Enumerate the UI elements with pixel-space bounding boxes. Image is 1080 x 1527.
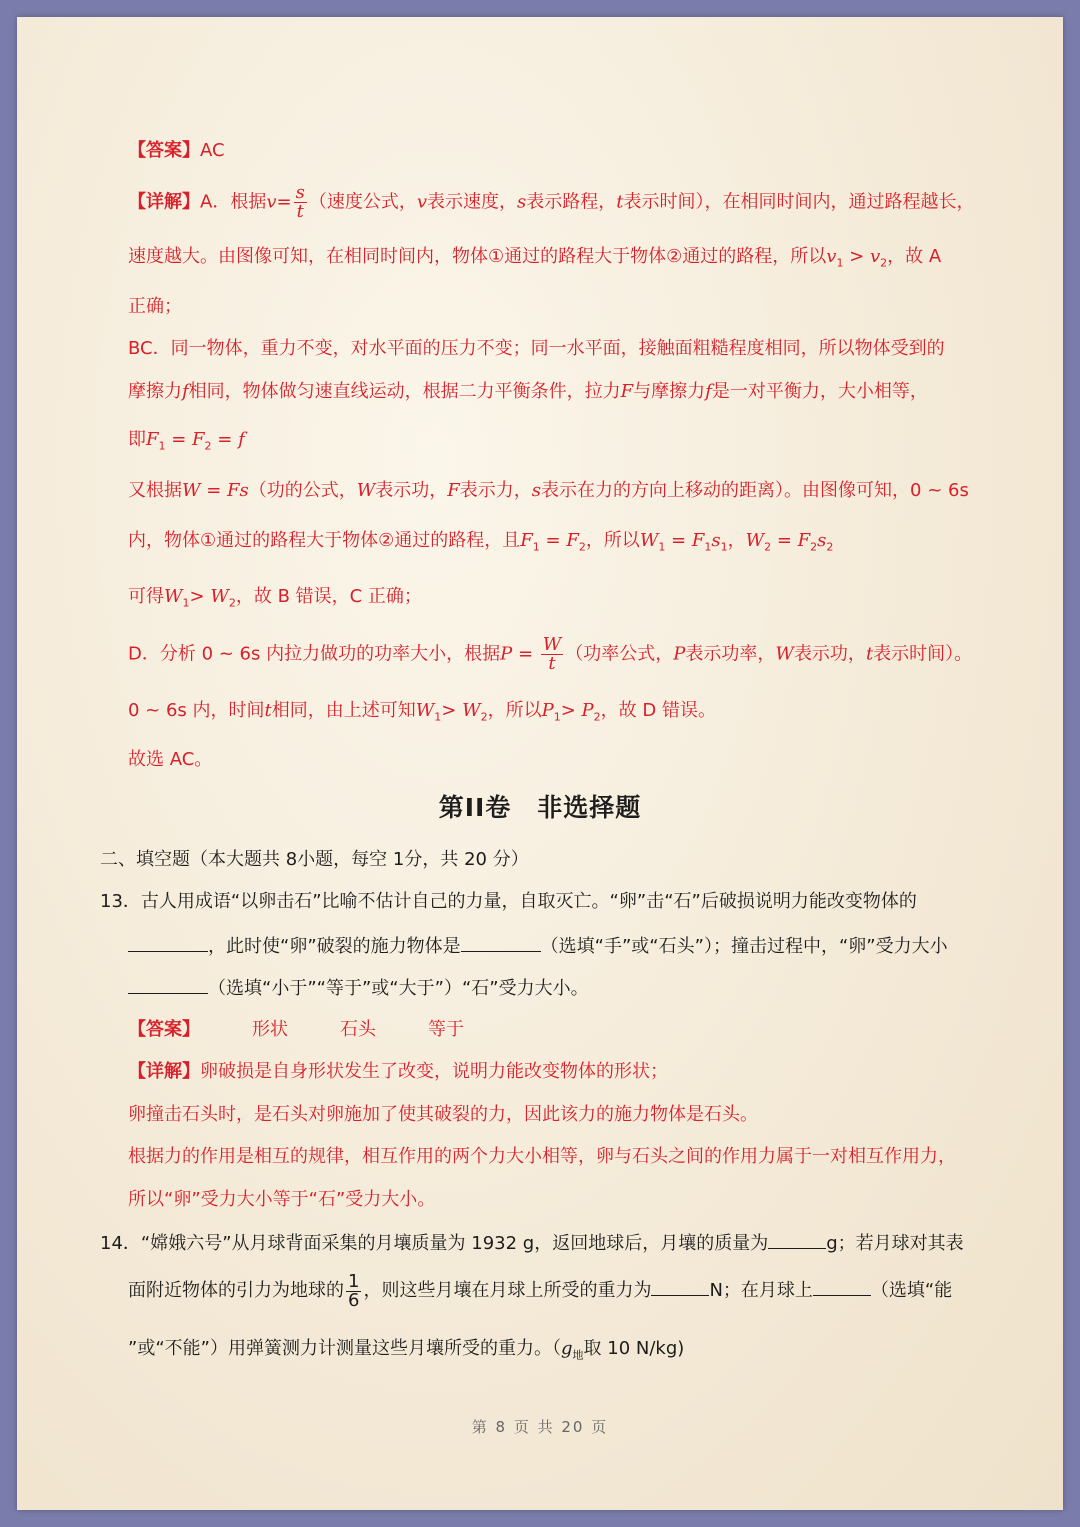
one-sixth-fraction: $\frac{1}{6}$ <box>348 1270 360 1311</box>
answer-value: AC <box>200 140 225 161</box>
q13-answer-1: 形状 <box>252 1019 288 1040</box>
q13-detail-2: 卵撞击石头时，是石头对卵施加了使其破裂的力，因此该力的施力物体是石头。 <box>128 1104 758 1125</box>
detail-line-10: D．分析 0 ~ 6s 内拉力做功的功率大小，根据P = $\frac{W}{t}$ （功率公式，P表示功率，W表示功，t表示时间）。 <box>128 634 973 674</box>
detail-tag: 【详解】 <box>128 191 200 213</box>
detail-tag: 【详解】 <box>128 1061 200 1082</box>
q13-detail-3: 根据力的作用是相互的规律，相互作用的两个力大小相等，卵与石头之间的作用力属于一对相互作用力， <box>128 1146 956 1167</box>
q13-detail-4: 所以“卵”受力大小等于“石”受力大小。 <box>128 1189 436 1210</box>
detail-line-9: 可得$W_1> W_2$，故 B 错误，C 正确； <box>128 586 422 610</box>
q13-line-3: （选填“小于”“等于”或“大于”）“石”受力大小。 <box>128 975 589 1001</box>
detail-line-1: 【详解】A．根据v= $\frac{s}{t}$ （速度公式，v表示速度，s表示路程，t表示时间），在相同时间内，通过路程越长， <box>128 182 975 222</box>
q14-line-3: ”或“不能”）用弹簧测力计测量这些月壤所受的重力。（$g_地$取 10 N/kg) <box>128 1338 685 1362</box>
q14-blank-1[interactable] <box>768 1230 826 1249</box>
answer-tag: 【答案】 <box>128 140 200 161</box>
answer-tag: 【答案】 <box>128 1019 200 1040</box>
detail-line-7: 又根据W = Fs（功的公式，W表示功，F表示力，s表示在力的方向上移动的距离）。由图像可知，0 ~ 6s <box>128 480 969 501</box>
page-footer: 第 8 页 共 20 页 <box>471 1418 609 1436</box>
section-heading: 第II卷 非选择题 <box>438 793 642 822</box>
section2-title: 二、填空题（本大题共 8小题，每空 1分，共 20 分） <box>100 849 529 870</box>
power-fraction: $\frac{W}{t}$ <box>542 634 562 674</box>
q13-answer-2: 石头 <box>340 1019 376 1040</box>
velocity-fraction: $\frac{s}{t}$ <box>295 182 305 222</box>
q14-blank-2[interactable] <box>651 1277 709 1296</box>
q13-blank-1[interactable] <box>128 933 208 952</box>
detail-line-5: 摩擦力f相同，物体做匀速直线运动，根据二力平衡条件，拉力F与摩擦力f是一对平衡力，大小相等， <box>128 381 928 402</box>
q14-line-2: 面附近物体的引力为地球的 $\frac{1}{6}$ ，则这些月壤在月球上所受的重力为 N；在月球上 （选填“能 <box>128 1270 953 1311</box>
q14-blank-3[interactable] <box>813 1277 871 1296</box>
detail-line-12: 故选 AC。 <box>128 749 213 770</box>
detail-line-8: 内，物体①通过的路程大于物体②通过的路程，且$F_1 = F_2$，所以$W_1 = F_1s_1$，$W_2 = F_2s_2$ <box>128 530 834 554</box>
q14-line-1: 14．“嫦娥六号”从月球背面采集的月壤质量为 1932 g，返回地球后，月壤的质量为 g；若月球对其表 <box>100 1230 964 1256</box>
detail-line-6: 即$F_1 = F_2 = f$ <box>128 429 245 453</box>
detail-line-2: 速度越大。由图像可知，在相同时间内，物体①通过的路程大于物体②通过的路程，所以$v_1 > v_2$，故 A <box>128 246 942 270</box>
detail-line-4: BC．同一物体，重力不变，对水平面的压力不变；同一水平面，接触面粗糙程度相同，所以物体受到的 <box>128 338 945 359</box>
detail-line-11: 0 ~ 6s 内，时间t相同，由上述可知$W_1> W_2$，所以$P_1> P_2$，故 D 错误。 <box>128 700 716 724</box>
answer-line <box>128 139 225 163</box>
q13-detail-1: 【详解】卵破损是自身形状发生了改变，说明力能改变物体的形状； <box>128 1061 668 1082</box>
q13-blank-2[interactable] <box>461 933 541 952</box>
q13-blank-3[interactable] <box>128 975 208 994</box>
q13-line-1: 13．古人用成语“以卵击石”比喻不估计自己的力量，自取灭亡。“卵”击“石”后破损说明力能改变物体的 <box>100 891 917 912</box>
q13-answer-3: 等于 <box>428 1019 464 1040</box>
detail-line-3: 正确； <box>128 296 182 317</box>
q13-answer-line <box>128 1018 464 1042</box>
q13-line-2: ，此时使“卵”破裂的施力物体是 （选填“手”或“石头”）；撞击过程中，“卵”受力大小 <box>128 933 948 959</box>
